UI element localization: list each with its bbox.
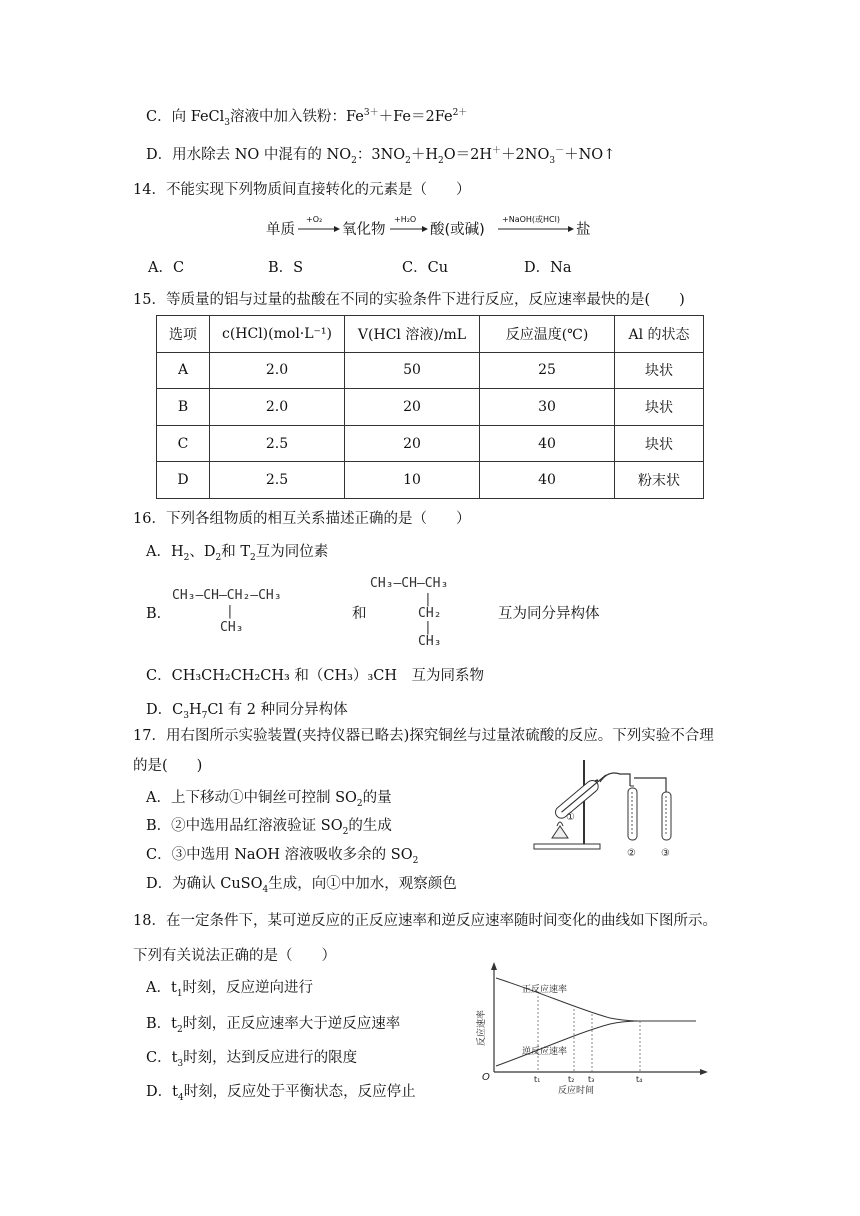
q16-and: 和 bbox=[352, 606, 367, 622]
cell: D bbox=[157, 462, 210, 499]
label-3: ③ bbox=[661, 848, 670, 859]
q18-option-d: D．$t_4$时刻，反应处于平衡状态，反应停止 bbox=[146, 1084, 416, 1103]
q17-option-b: B．②中选用品红溶液验证 $SO_2$的生成 bbox=[146, 818, 392, 837]
q16-structure-1-main: CH₃—CH—CH₂—CH₃ bbox=[172, 588, 282, 603]
x-tick-label: t₂ bbox=[568, 1075, 575, 1084]
header-cell: V(HCl 溶液)/mL bbox=[345, 316, 480, 353]
q16-option-c: C．CH₃CH₂CH₂CH₃ 和（CH₃）₃CH 互为同系物 bbox=[146, 668, 485, 684]
cell: 50 bbox=[345, 352, 480, 389]
cell: 10 bbox=[345, 462, 480, 499]
y-axis-arrow bbox=[491, 962, 497, 970]
q16-structure-2-main: CH₃—CH—CH₃ bbox=[370, 576, 449, 591]
cell: 粉末状 bbox=[615, 462, 704, 499]
arrow-head bbox=[334, 226, 340, 232]
cell: B bbox=[157, 389, 210, 426]
cell: 2.0 bbox=[210, 389, 345, 426]
table-row bbox=[157, 352, 704, 389]
cell: A bbox=[157, 352, 210, 389]
table-row bbox=[157, 389, 704, 426]
cell: 40 bbox=[480, 462, 615, 499]
chain-item: 氧化物 bbox=[342, 222, 386, 238]
q14-stem: 14．不能实现下列物质间直接转化的元素是（ ） bbox=[133, 182, 471, 198]
cell: 块状 bbox=[615, 389, 704, 426]
chain-item: 酸(或碱) bbox=[430, 222, 485, 238]
q14-option-d: D．Na bbox=[524, 260, 572, 276]
cell: 2.5 bbox=[210, 462, 345, 499]
cell: 2.0 bbox=[210, 352, 345, 389]
q16-stem: 16．下列各组物质的相互关系描述正确的是（ ） bbox=[133, 511, 471, 527]
q17-option-c: C．③中选用 NaOH 溶液吸收多余的 $SO_2$ bbox=[146, 847, 419, 866]
label-1: ① bbox=[566, 812, 575, 823]
cell: C bbox=[157, 425, 210, 462]
alcohol-lamp bbox=[552, 826, 568, 838]
cell: 30 bbox=[480, 389, 615, 426]
x-axis-label: 反应时间 bbox=[558, 1086, 595, 1096]
q15-stem: 15．等质量的铝与过量的盐酸在不同的实验条件下进行反应，反应速率最快的是( ) bbox=[133, 292, 685, 308]
x-axis-arrow bbox=[700, 1069, 708, 1075]
q14-conversion-chain bbox=[262, 206, 602, 246]
q16-structure-2-branch: CH₃ bbox=[418, 634, 442, 649]
q14-option-c: C．Cu bbox=[402, 260, 449, 276]
q13-option-d: D．用水除去 NO 中混有的 $NO_2$：$3NO_2+H_2O=2H^++2NO_3^-+NO↑$ bbox=[146, 146, 616, 166]
q14-option-a: A．C bbox=[148, 260, 185, 276]
table-header-row bbox=[157, 316, 704, 353]
x-tick-label: t₄ bbox=[636, 1075, 643, 1084]
table-row bbox=[157, 425, 704, 462]
q18-stem-line1: 18．在一定条件下，某可逆反应的正反应速率和逆反应速率随时间变化的曲线如下图所示。 bbox=[133, 913, 717, 929]
header-cell: Al 的状态 bbox=[615, 316, 704, 353]
q16-structure-2-mid: CH₂ bbox=[418, 606, 442, 621]
q18-option-c: C．$t_3$时刻，达到反应进行的限度 bbox=[146, 1050, 358, 1069]
q18-rate-chart bbox=[470, 962, 710, 1098]
q17-option-d: D．为确认 CuSO$_4$生成，向①中加水，观察颜色 bbox=[146, 876, 457, 895]
q16-option-b-text: 互为同分异构体 bbox=[498, 606, 600, 622]
arrow-label: +O₂ bbox=[306, 215, 323, 224]
connecting-tube bbox=[634, 778, 666, 792]
cell: 块状 bbox=[615, 425, 704, 462]
header-cell: 反应温度(℃) bbox=[480, 316, 615, 353]
q14-option-b: B．S bbox=[268, 260, 304, 276]
reverse-rate-label: 逆反应速率 bbox=[522, 1047, 568, 1057]
q18-option-b: B．$t_2$时刻，正反应速率大于逆反应速率 bbox=[146, 1016, 401, 1035]
forward-rate-label: 正反应速率 bbox=[522, 985, 568, 995]
q15-table bbox=[156, 315, 704, 499]
cell: 25 bbox=[480, 352, 615, 389]
label-2: ② bbox=[627, 848, 636, 859]
arrow-label: +NaOH(或HCl) bbox=[502, 215, 560, 224]
q18-stem-line2: 下列有关说法正确的是（ ） bbox=[133, 948, 336, 964]
q17-apparatus-figure bbox=[530, 756, 700, 862]
q13-option-c: C．向 FeCl$_3$溶液中加入铁粉：$Fe^{3+}+Fe=2Fe^{2+}$ bbox=[146, 108, 468, 128]
header-cell: c(HCl)(mol·L⁻¹) bbox=[210, 316, 345, 353]
x-tick-label: t₃ bbox=[588, 1075, 595, 1084]
cell: 2.5 bbox=[210, 425, 345, 462]
x-tick-label: t₁ bbox=[534, 1075, 541, 1084]
cell: 20 bbox=[345, 425, 480, 462]
cell: 40 bbox=[480, 425, 615, 462]
q16-option-a: A．$H_2$、$D_2$和 $T_2$互为同位素 bbox=[146, 544, 329, 563]
test-tube-1 bbox=[553, 770, 610, 820]
q17-stem-line1: 17．用右图所示实验装置(夹持仪器已略去)探究铜丝与过量浓硫酸的反应。下列实验不合理 bbox=[133, 728, 714, 744]
stand-base bbox=[534, 844, 600, 849]
q18-option-a: A．$t_1$时刻，反应逆向进行 bbox=[146, 980, 314, 999]
origin-label: O bbox=[482, 1072, 490, 1083]
q16-option-b-label: B． bbox=[146, 606, 172, 622]
q16-structure-2-bond2: | bbox=[424, 620, 432, 635]
arrow-head bbox=[568, 226, 574, 232]
q16-option-d: D．$C_3H_7Cl$ 有 2 种同分异构体 bbox=[146, 702, 348, 721]
chain-item: 单质 bbox=[266, 222, 295, 238]
header-cell: 选项 bbox=[157, 316, 210, 353]
cell: 20 bbox=[345, 389, 480, 426]
q16-structure-1-bond: | bbox=[226, 604, 234, 619]
q17-stem-line2: 的是( ) bbox=[133, 758, 203, 774]
chain-item: 盐 bbox=[576, 222, 591, 238]
table-row bbox=[157, 462, 704, 499]
y-axis-label: 反应速率 bbox=[477, 1009, 487, 1046]
delivery-tube bbox=[600, 773, 630, 786]
q16-structure-1-branch: CH₃ bbox=[220, 620, 244, 635]
reverse-rate-line bbox=[496, 1021, 640, 1066]
arrow-label: +H₂O bbox=[394, 215, 417, 224]
q16-structure-2-bond: | bbox=[424, 592, 432, 607]
cell: 块状 bbox=[615, 352, 704, 389]
arrow-head bbox=[422, 226, 428, 232]
q17-option-a: A．上下移动①中铜丝可控制 $SO_2$的量 bbox=[146, 790, 392, 809]
